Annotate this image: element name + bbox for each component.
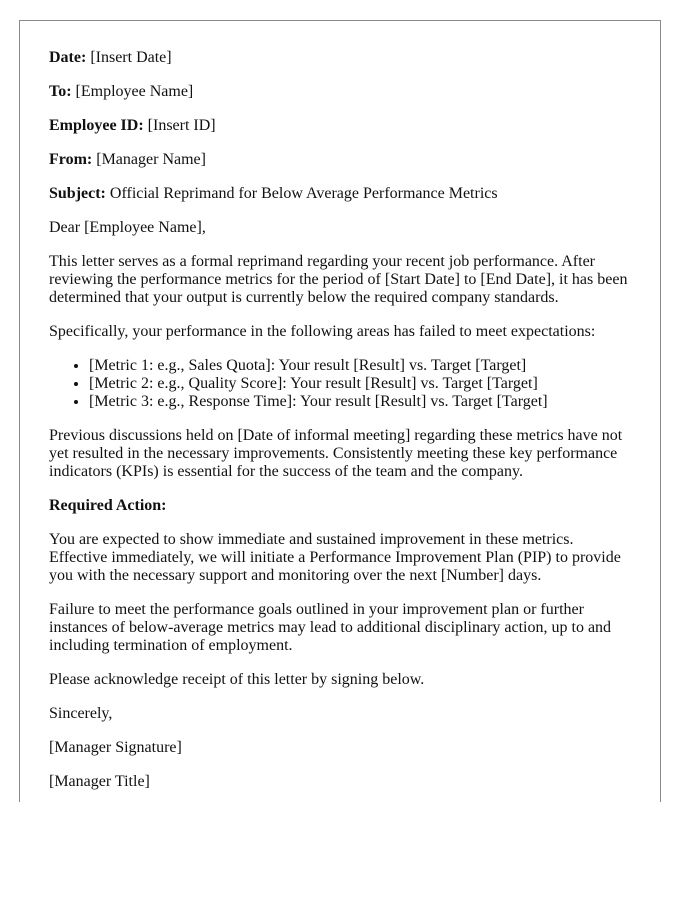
subject-label: Subject: — [49, 185, 106, 202]
consequences-paragraph: Failure to meet the performance goals outlined in your improvement plan or further instances of below-average metrics may lead to additional disciplinary action, up to and including termination of employment. — [49, 601, 612, 654]
date-value: [Insert Date] — [90, 49, 172, 66]
to-label: To: — [49, 83, 72, 100]
date-line — [49, 49, 631, 67]
required-action-heading: Required Action: — [49, 497, 167, 514]
metric-item-3: • [Metric 3: e.g., Response Time]: Your result [Result] vs. Target [Target] — [89, 393, 631, 411]
metrics-list — [49, 357, 631, 411]
to-value: [Employee Name] — [75, 83, 194, 100]
employee-id-value: [Insert ID] — [147, 117, 216, 134]
from-label: From: — [49, 151, 93, 168]
letter-page — [19, 20, 661, 802]
intro-paragraph: This letter serves as a formal reprimand regarding your recent job performance. After reviewing the performance metrics for the period of [Start Date] to [End Date], it has been determined that your output is currently below the required company standards. — [49, 253, 628, 306]
title-placeholder: [Manager Title] — [49, 773, 150, 790]
subject-value: Official Reprimand for Below Average Performance Metrics — [109, 185, 498, 202]
date-label: Date: — [49, 49, 87, 66]
areas-intro: Specifically, your performance in the following areas has failed to meet expectations: — [49, 323, 596, 340]
from-value: [Manager Name] — [96, 151, 206, 168]
employee-id-line — [49, 117, 631, 135]
required-action-paragraph: You are expected to show immediate and sustained improvement in these metrics. Effective immediately, we will initiate a Performance Improvement Plan (PIP) to provide you with the necessary support and monitoring over the next [Number] days. — [49, 531, 621, 584]
metric-item-1: • [Metric 1: e.g., Sales Quota]: Your result [Result] vs. Target [Target] — [89, 357, 631, 375]
signature-placeholder: [Manager Signature] — [49, 739, 182, 756]
closing: Sincerely, — [49, 705, 113, 722]
metric-item-2: • [Metric 2: e.g., Quality Score]: Your result [Result] vs. Target [Target] — [89, 375, 631, 393]
greeting: Dear [Employee Name], — [49, 219, 206, 236]
from-line — [49, 151, 631, 169]
to-line — [49, 83, 631, 101]
employee-id-label: Employee ID: — [49, 117, 144, 134]
acknowledge-paragraph: Please acknowledge receipt of this letter by signing below. — [49, 671, 425, 688]
previous-discussions-paragraph: Previous discussions held on [Date of informal meeting] regarding these metrics have not yet resulted in the necessary improvements. Consistently meeting these key performance indicators (KPIs) is essential for the success of the team and the company. — [49, 427, 623, 480]
subject-line — [49, 185, 631, 203]
